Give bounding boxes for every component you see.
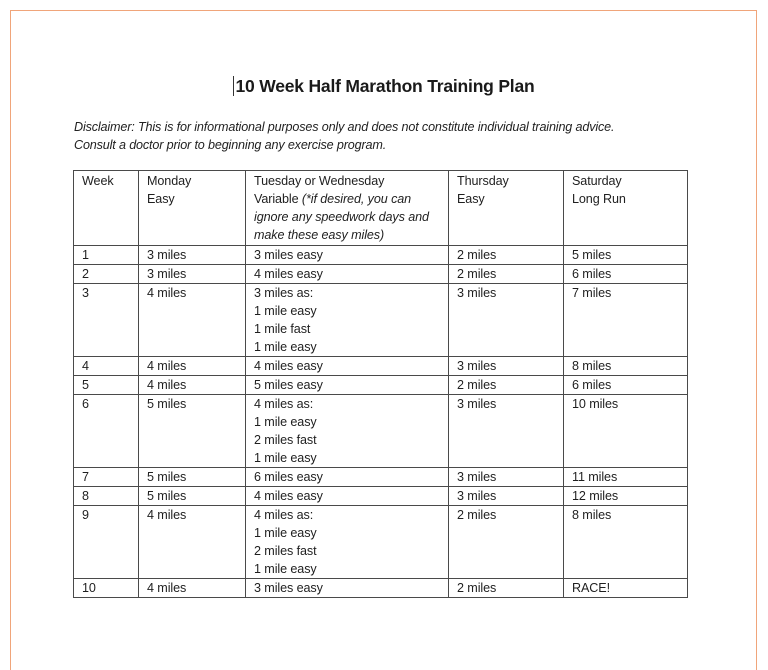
table-body — [74, 246, 688, 598]
workout-line: 5 miles easy — [254, 378, 323, 392]
cell-week[interactable]: 6 — [74, 395, 139, 468]
cell-tuesday-wednesday[interactable] — [246, 468, 449, 487]
table-row — [74, 395, 688, 468]
cell-week[interactable]: 9 — [74, 506, 139, 579]
workout-line: 1 mile easy — [254, 304, 317, 318]
cell-thursday[interactable]: 3 miles — [449, 395, 564, 468]
cell-monday[interactable]: 4 miles — [139, 284, 246, 357]
cell-saturday[interactable]: 6 miles — [564, 265, 688, 284]
cell-week[interactable]: 2 — [74, 265, 139, 284]
table-row — [74, 376, 688, 395]
table-row — [74, 246, 688, 265]
cell-week[interactable]: 1 — [74, 246, 139, 265]
cell-tuesday-wednesday[interactable] — [246, 506, 449, 579]
workout-line: 1 mile easy — [254, 451, 317, 465]
cell-tuesday-wednesday[interactable] — [246, 487, 449, 506]
document-title[interactable] — [0, 76, 768, 97]
cell-tuesday-wednesday[interactable] — [246, 246, 449, 265]
header-thursday[interactable]: Thursday Easy — [449, 171, 564, 246]
cell-thursday[interactable]: 2 miles — [449, 506, 564, 579]
workout-line: 2 miles fast — [254, 433, 317, 447]
cell-week[interactable]: 7 — [74, 468, 139, 487]
cell-monday[interactable]: 5 miles — [139, 395, 246, 468]
cell-monday[interactable]: 4 miles — [139, 506, 246, 579]
workout-line: 4 miles easy — [254, 267, 323, 281]
cell-saturday[interactable]: 11 miles — [564, 468, 688, 487]
training-plan-table — [73, 170, 688, 598]
cell-week[interactable]: 5 — [74, 376, 139, 395]
cell-saturday[interactable]: 8 miles — [564, 506, 688, 579]
cell-thursday[interactable]: 2 miles — [449, 376, 564, 395]
cell-thursday[interactable]: 3 miles — [449, 284, 564, 357]
cell-thursday[interactable]: 2 miles — [449, 246, 564, 265]
cell-saturday[interactable]: 10 miles — [564, 395, 688, 468]
workout-line: 1 mile easy — [254, 526, 317, 540]
table-row — [74, 357, 688, 376]
table-row — [74, 579, 688, 598]
workout-line: 1 mile easy — [254, 340, 317, 354]
cell-week[interactable]: 8 — [74, 487, 139, 506]
cell-week[interactable]: 10 — [74, 579, 139, 598]
cell-tuesday-wednesday[interactable] — [246, 357, 449, 376]
cell-saturday[interactable]: 5 miles — [564, 246, 688, 265]
cell-monday[interactable]: 5 miles — [139, 487, 246, 506]
cell-thursday[interactable]: 2 miles — [449, 265, 564, 284]
cell-thursday[interactable]: 3 miles — [449, 487, 564, 506]
workout-line: 1 mile easy — [254, 415, 317, 429]
cell-tuesday-wednesday[interactable] — [246, 265, 449, 284]
table-row — [74, 265, 688, 284]
workout-line: 3 miles as: — [254, 286, 314, 300]
cell-saturday[interactable]: 6 miles — [564, 376, 688, 395]
disclaimer — [74, 118, 614, 154]
workout-line: 1 mile fast — [254, 322, 311, 336]
disclaimer-line-1: Disclaimer: This is for informational purposes only and does not constitute individual training advice. — [74, 120, 615, 134]
cell-saturday[interactable]: RACE! — [564, 579, 688, 598]
cell-tuesday-wednesday[interactable] — [246, 579, 449, 598]
workout-line: 6 miles easy — [254, 470, 323, 484]
header-week[interactable]: Week — [74, 171, 139, 246]
cell-thursday[interactable]: 3 miles — [449, 357, 564, 376]
cell-monday[interactable]: 4 miles — [139, 579, 246, 598]
cell-thursday[interactable]: 3 miles — [449, 468, 564, 487]
workout-line: 4 miles easy — [254, 489, 323, 503]
table-row — [74, 468, 688, 487]
table-row — [74, 487, 688, 506]
header-saturday[interactable]: Saturday Long Run — [564, 171, 688, 246]
workout-line: 4 miles easy — [254, 359, 323, 373]
cell-week[interactable]: 4 — [74, 357, 139, 376]
cell-saturday[interactable]: 7 miles — [564, 284, 688, 357]
header-tuesday-wednesday[interactable]: Tuesday or Wednesday Variable (*if desired, you can ignore any speedwork days and make these easy miles) — [246, 171, 449, 246]
table-header-row — [74, 171, 688, 246]
workout-line: 4 miles as: — [254, 508, 314, 522]
title-text: 10 Week Half Marathon Training Plan — [235, 76, 535, 96]
workout-line: 3 miles easy — [254, 581, 323, 595]
cell-saturday[interactable]: 12 miles — [564, 487, 688, 506]
cell-monday[interactable]: 4 miles — [139, 357, 246, 376]
table-row — [74, 284, 688, 357]
workout-line: 3 miles easy — [254, 248, 323, 262]
cell-week[interactable]: 3 — [74, 284, 139, 357]
workout-line: 1 mile easy — [254, 562, 317, 576]
header-monday[interactable]: Monday Easy — [139, 171, 246, 246]
cell-tuesday-wednesday[interactable] — [246, 376, 449, 395]
cell-thursday[interactable]: 2 miles — [449, 579, 564, 598]
cell-tuesday-wednesday[interactable] — [246, 284, 449, 357]
cell-tuesday-wednesday[interactable] — [246, 395, 449, 468]
cell-monday[interactable]: 3 miles — [139, 246, 246, 265]
workout-line: 4 miles as: — [254, 397, 314, 411]
cell-monday[interactable]: 4 miles — [139, 376, 246, 395]
cell-saturday[interactable]: 8 miles — [564, 357, 688, 376]
cell-monday[interactable]: 3 miles — [139, 265, 246, 284]
workout-line: 2 miles fast — [254, 544, 317, 558]
cell-monday[interactable]: 5 miles — [139, 468, 246, 487]
disclaimer-line-2: Consult a doctor prior to beginning any exercise program. — [74, 138, 387, 152]
table-row — [74, 506, 688, 579]
